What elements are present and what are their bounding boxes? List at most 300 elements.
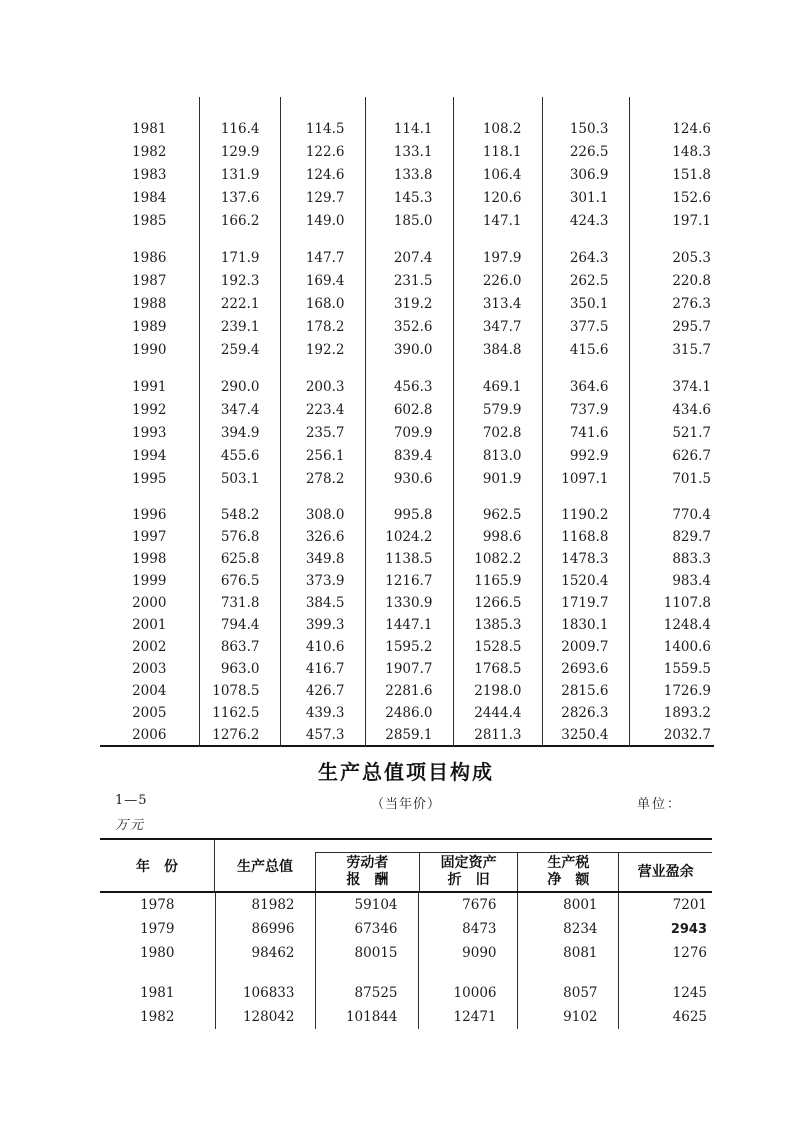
- value-cell: [453, 490, 542, 504]
- year-cell: 2000: [132, 595, 167, 611]
- value-cell: [199, 232, 280, 246]
- table-row: [100, 140, 714, 163]
- header-line: 生产税: [547, 855, 590, 871]
- spacer-row: [100, 490, 714, 504]
- value-cell: 8234: [517, 917, 618, 941]
- value-cell: 301.1: [542, 186, 629, 209]
- value-cell: 1107.8: [629, 592, 714, 614]
- value-cell: 226.0: [453, 269, 542, 292]
- value-cell: 1559.5: [629, 658, 714, 680]
- value-cell: 399.3: [280, 614, 365, 636]
- year-cell: [100, 232, 199, 246]
- year-cell: [100, 361, 199, 375]
- year-cell: 1983: [132, 166, 167, 183]
- value-cell: 166.2: [199, 209, 280, 232]
- value-cell: 1248.4: [629, 614, 714, 636]
- value-cell: 168.0: [280, 292, 365, 315]
- value-cell: 133.8: [365, 163, 453, 186]
- value-cell: [280, 361, 365, 375]
- value-cell: 101844: [315, 1005, 418, 1029]
- value-cell: 1190.2: [542, 504, 629, 526]
- value-cell: 2811.3: [453, 724, 542, 746]
- value-cell: 503.1: [199, 467, 280, 490]
- value-cell: 384.8: [453, 338, 542, 361]
- value-cell: 1078.5: [199, 680, 280, 702]
- value-cell: [453, 361, 542, 375]
- value-cell: 147.1: [453, 209, 542, 232]
- value-cell: 1024.2: [365, 526, 453, 548]
- value-cell: 456.3: [365, 375, 453, 398]
- value-cell: 315.7: [629, 338, 714, 361]
- value-cell: 128042: [215, 1005, 315, 1029]
- value-cell: 1162.5: [199, 702, 280, 724]
- year-cell: 1994: [132, 447, 167, 464]
- table-row: [100, 504, 714, 526]
- year-cell: 1995: [132, 470, 167, 487]
- value-cell: 2486.0: [365, 702, 453, 724]
- value-cell: [453, 97, 542, 117]
- value-cell: 548.2: [199, 504, 280, 526]
- value-cell: 295.7: [629, 315, 714, 338]
- value-cell: 2198.0: [453, 680, 542, 702]
- table-row: [100, 941, 712, 965]
- value-cell: 185.0: [365, 209, 453, 232]
- table-row: [100, 246, 714, 269]
- value-cell: 86996: [215, 917, 315, 941]
- value-cell: 1276.2: [199, 724, 280, 746]
- value-cell: 901.9: [453, 467, 542, 490]
- table-row: [100, 338, 714, 361]
- header-labor-compensation: [316, 853, 419, 891]
- header-year: 年 份: [100, 840, 215, 891]
- year-cell: 1985: [132, 212, 167, 229]
- table-row: [100, 315, 714, 338]
- value-cell: 576.8: [199, 526, 280, 548]
- year-cell: 1998: [132, 551, 167, 567]
- value-cell: 152.6: [629, 186, 714, 209]
- year-cell: 1993: [132, 424, 167, 441]
- value-cell: 2815.6: [542, 680, 629, 702]
- value-cell: 794.4: [199, 614, 280, 636]
- table-row: [100, 917, 712, 941]
- header-operating-surplus: [618, 853, 712, 891]
- year-cell: 1999: [132, 573, 167, 589]
- value-cell: 1447.1: [365, 614, 453, 636]
- value-cell: [629, 361, 714, 375]
- table-row: [100, 444, 714, 467]
- value-cell: 259.4: [199, 338, 280, 361]
- value-cell: 308.0: [280, 504, 365, 526]
- table-row: [100, 398, 714, 421]
- value-cell: 424.3: [542, 209, 629, 232]
- year-cell: 2006: [132, 726, 167, 743]
- value-cell: 145.3: [365, 186, 453, 209]
- value-cell: 200.3: [280, 375, 365, 398]
- table-row: [100, 636, 714, 658]
- value-cell: [629, 232, 714, 246]
- value-cell: 116.4: [199, 117, 280, 140]
- value-cell: 148.3: [629, 140, 714, 163]
- value-cell: 239.1: [199, 315, 280, 338]
- value-cell: 455.6: [199, 444, 280, 467]
- value-cell: [365, 361, 453, 375]
- year-cell: 1986: [132, 249, 167, 266]
- year-cell: 1988: [132, 295, 167, 312]
- value-cell: [629, 97, 714, 117]
- year-cell: 2004: [132, 683, 167, 699]
- lower-table: [100, 893, 712, 1029]
- table-row: [100, 981, 712, 1005]
- value-cell: 863.7: [199, 636, 280, 658]
- value-cell: 2693.6: [542, 658, 629, 680]
- value-cell: 67346: [315, 917, 418, 941]
- value-cell: 169.4: [280, 269, 365, 292]
- value-cell: [280, 232, 365, 246]
- value-cell: 394.9: [199, 421, 280, 444]
- value-cell: 1168.8: [542, 526, 629, 548]
- value-cell: 377.5: [542, 315, 629, 338]
- value-cell: 197.1: [629, 209, 714, 232]
- spacer-row: [100, 232, 714, 246]
- value-cell: 124.6: [280, 163, 365, 186]
- value-cell: 7676: [418, 893, 517, 917]
- table-row: [100, 117, 714, 140]
- value-cell: 220.8: [629, 269, 714, 292]
- year-cell: 1981: [132, 120, 167, 137]
- value-cell: 741.6: [542, 421, 629, 444]
- lower-table-header: [100, 838, 712, 893]
- header-line: 折 旧: [447, 872, 490, 888]
- value-cell: 813.0: [453, 444, 542, 467]
- value-cell: 118.1: [453, 140, 542, 163]
- value-cell: 106.4: [453, 163, 542, 186]
- page-title: 生产总值项目构成: [318, 760, 494, 784]
- value-cell: 1165.9: [453, 570, 542, 592]
- table-row: [100, 467, 714, 490]
- value-cell: 150.3: [542, 117, 629, 140]
- year-cell: 2003: [132, 661, 167, 677]
- value-cell: 350.1: [542, 292, 629, 315]
- value-cell: 1520.4: [542, 570, 629, 592]
- value-cell: 114.1: [365, 117, 453, 140]
- value-cell: 992.9: [542, 444, 629, 467]
- year-cell: 1989: [132, 318, 167, 335]
- value-cell: 231.5: [365, 269, 453, 292]
- value-cell: 171.9: [199, 246, 280, 269]
- year-cell: 1982: [132, 143, 167, 160]
- value-cell: 469.1: [453, 375, 542, 398]
- header-gdp: 生产总值: [237, 858, 293, 875]
- value-cell: 326.6: [280, 526, 365, 548]
- value-cell: 7201: [618, 893, 712, 917]
- year-cell: 2001: [132, 617, 167, 633]
- table-row: [100, 269, 714, 292]
- value-cell: 352.6: [365, 315, 453, 338]
- price-note: （当年价）: [370, 797, 441, 812]
- value-cell: [199, 361, 280, 375]
- year-cell: 1991: [132, 378, 167, 395]
- year-cell: 1997: [132, 529, 167, 545]
- value-cell: 129.7: [280, 186, 365, 209]
- value-cell: 1216.7: [365, 570, 453, 592]
- value-cell: 1768.5: [453, 658, 542, 680]
- value-cell: 9102: [517, 1005, 618, 1029]
- value-cell: 2859.1: [365, 724, 453, 746]
- value-cell: 1097.1: [542, 467, 629, 490]
- value-cell: [542, 361, 629, 375]
- value-cell: 319.2: [365, 292, 453, 315]
- table-number: 1—5: [115, 793, 148, 808]
- value-cell: 963.0: [199, 658, 280, 680]
- value-cell: 347.4: [199, 398, 280, 421]
- upper-table-body: [100, 97, 714, 746]
- year-cell: 2002: [132, 639, 167, 655]
- value-cell: 410.6: [280, 636, 365, 658]
- value-cell: 262.5: [542, 269, 629, 292]
- year-cell: [100, 965, 215, 981]
- value-cell: 347.7: [453, 315, 542, 338]
- value-cell: 106833: [215, 981, 315, 1005]
- spacer-row: [100, 361, 714, 375]
- value-cell: 313.4: [453, 292, 542, 315]
- value-cell: 626.7: [629, 444, 714, 467]
- header-line: 报 酬: [346, 872, 389, 888]
- year-cell: 1982: [140, 1009, 175, 1025]
- value-cell: 226.5: [542, 140, 629, 163]
- value-cell: 222.1: [199, 292, 280, 315]
- year-cell: [100, 97, 199, 117]
- lower-table-body: [100, 893, 712, 1029]
- value-cell: 737.9: [542, 398, 629, 421]
- value-cell: 839.4: [365, 444, 453, 467]
- value-cell: 178.2: [280, 315, 365, 338]
- unit-value: 万元: [115, 818, 146, 833]
- value-cell: 108.2: [453, 117, 542, 140]
- unit-label: 单位：: [636, 797, 682, 812]
- table-row: [100, 292, 714, 315]
- year-cell: 1979: [140, 921, 175, 937]
- table-row: [100, 375, 714, 398]
- table-meta: [100, 793, 712, 811]
- value-cell: 434.6: [629, 398, 714, 421]
- value-cell: 192.3: [199, 269, 280, 292]
- value-cell: 1726.9: [629, 680, 714, 702]
- value-cell: 10006: [418, 981, 517, 1005]
- value-cell: 1400.6: [629, 636, 714, 658]
- value-cell: 151.8: [629, 163, 714, 186]
- value-cell: 2943: [618, 917, 712, 941]
- value-cell: 2032.7: [629, 724, 714, 746]
- value-cell: [418, 965, 517, 981]
- table-row: [100, 658, 714, 680]
- value-cell: 1907.7: [365, 658, 453, 680]
- value-cell: 278.2: [280, 467, 365, 490]
- value-cell: 701.5: [629, 467, 714, 490]
- value-cell: 149.0: [280, 209, 365, 232]
- value-cell: 276.3: [629, 292, 714, 315]
- value-cell: [215, 965, 315, 981]
- value-cell: [199, 97, 280, 117]
- year-cell: 1990: [132, 341, 167, 358]
- value-cell: [517, 965, 618, 981]
- value-cell: 133.1: [365, 140, 453, 163]
- value-cell: 124.6: [629, 117, 714, 140]
- value-cell: [618, 965, 712, 981]
- value-cell: 192.2: [280, 338, 365, 361]
- value-cell: 349.8: [280, 548, 365, 570]
- value-cell: [315, 965, 418, 981]
- header-line: 净 额: [547, 872, 590, 888]
- value-cell: 709.9: [365, 421, 453, 444]
- value-cell: 2826.3: [542, 702, 629, 724]
- table-row: [100, 614, 714, 636]
- value-cell: 2009.7: [542, 636, 629, 658]
- year-cell: 1981: [140, 985, 175, 1001]
- spacer-row: [100, 965, 712, 981]
- value-cell: 625.8: [199, 548, 280, 570]
- year-cell: 2005: [132, 705, 167, 721]
- value-cell: 415.6: [542, 338, 629, 361]
- value-cell: [453, 232, 542, 246]
- value-cell: 98462: [215, 941, 315, 965]
- value-cell: 602.8: [365, 398, 453, 421]
- value-cell: 8001: [517, 893, 618, 917]
- value-cell: [542, 232, 629, 246]
- value-cell: 416.7: [280, 658, 365, 680]
- table-row: [100, 680, 714, 702]
- value-cell: 290.0: [199, 375, 280, 398]
- value-cell: 426.7: [280, 680, 365, 702]
- value-cell: 439.3: [280, 702, 365, 724]
- header-line: 固定资产: [440, 855, 497, 871]
- header-line: 劳动者: [346, 855, 389, 871]
- value-cell: 306.9: [542, 163, 629, 186]
- value-cell: 1595.2: [365, 636, 453, 658]
- table-row: [100, 163, 714, 186]
- value-cell: 197.9: [453, 246, 542, 269]
- value-cell: 114.5: [280, 117, 365, 140]
- value-cell: 1082.2: [453, 548, 542, 570]
- value-cell: [542, 490, 629, 504]
- header-net-production-tax: [517, 853, 618, 891]
- value-cell: 131.9: [199, 163, 280, 186]
- header-component-group: [315, 852, 712, 891]
- year-cell: [100, 490, 199, 504]
- value-cell: 120.6: [453, 186, 542, 209]
- value-cell: 1719.7: [542, 592, 629, 614]
- value-cell: [280, 97, 365, 117]
- value-cell: 8057: [517, 981, 618, 1005]
- table-row: [100, 724, 714, 746]
- value-cell: 122.6: [280, 140, 365, 163]
- year-cell: 1980: [140, 945, 175, 961]
- value-cell: 2281.6: [365, 680, 453, 702]
- year-cell: 1978: [140, 897, 175, 913]
- value-cell: 384.5: [280, 592, 365, 614]
- value-cell: 770.4: [629, 504, 714, 526]
- table-row: [100, 209, 714, 232]
- table-row: [100, 893, 712, 917]
- spacer-row: [100, 97, 714, 117]
- table-row: [100, 702, 714, 724]
- value-cell: 702.8: [453, 421, 542, 444]
- value-cell: 4625: [618, 1005, 712, 1029]
- value-cell: 962.5: [453, 504, 542, 526]
- value-cell: 9090: [418, 941, 517, 965]
- value-cell: 1528.5: [453, 636, 542, 658]
- value-cell: 8473: [418, 917, 517, 941]
- value-cell: 457.3: [280, 724, 365, 746]
- table-row: [100, 548, 714, 570]
- value-cell: 1266.5: [453, 592, 542, 614]
- value-cell: 1245: [618, 981, 712, 1005]
- value-cell: 12471: [418, 1005, 517, 1029]
- value-cell: 59104: [315, 893, 418, 917]
- value-cell: 80015: [315, 941, 418, 965]
- year-cell: 1987: [132, 272, 167, 289]
- value-cell: 1276: [618, 941, 712, 965]
- value-cell: 829.7: [629, 526, 714, 548]
- value-cell: 374.1: [629, 375, 714, 398]
- value-cell: 8081: [517, 941, 618, 965]
- value-cell: 883.3: [629, 548, 714, 570]
- year-cell: 1996: [132, 507, 167, 523]
- value-cell: 983.4: [629, 570, 714, 592]
- year-cell: 1992: [132, 401, 167, 418]
- header-fixed-asset-depreciation: [419, 853, 518, 891]
- value-cell: 235.7: [280, 421, 365, 444]
- value-cell: 205.3: [629, 246, 714, 269]
- value-cell: 579.9: [453, 398, 542, 421]
- value-cell: 1478.3: [542, 548, 629, 570]
- table-row: [100, 421, 714, 444]
- value-cell: [365, 232, 453, 246]
- value-cell: 1893.2: [629, 702, 714, 724]
- value-cell: 1830.1: [542, 614, 629, 636]
- value-cell: 998.6: [453, 526, 542, 548]
- table-row: [100, 526, 714, 548]
- value-cell: [280, 490, 365, 504]
- value-cell: 207.4: [365, 246, 453, 269]
- value-cell: 390.0: [365, 338, 453, 361]
- value-cell: 1330.9: [365, 592, 453, 614]
- value-cell: 223.4: [280, 398, 365, 421]
- header-line: 营业盈余: [637, 863, 694, 880]
- value-cell: 137.6: [199, 186, 280, 209]
- value-cell: [365, 97, 453, 117]
- value-cell: 930.6: [365, 467, 453, 490]
- value-cell: 731.8: [199, 592, 280, 614]
- value-cell: 3250.4: [542, 724, 629, 746]
- table-row: [100, 1005, 712, 1029]
- value-cell: 521.7: [629, 421, 714, 444]
- value-cell: 87525: [315, 981, 418, 1005]
- value-cell: [199, 490, 280, 504]
- value-cell: 676.5: [199, 570, 280, 592]
- year-cell: 1984: [132, 189, 167, 206]
- value-cell: 129.9: [199, 140, 280, 163]
- value-cell: 256.1: [280, 444, 365, 467]
- value-cell: 147.7: [280, 246, 365, 269]
- table-row: [100, 592, 714, 614]
- value-cell: 995.8: [365, 504, 453, 526]
- value-cell: [365, 490, 453, 504]
- value-cell: 2444.4: [453, 702, 542, 724]
- value-cell: [542, 97, 629, 117]
- value-cell: 364.6: [542, 375, 629, 398]
- value-cell: [629, 490, 714, 504]
- value-cell: 1385.3: [453, 614, 542, 636]
